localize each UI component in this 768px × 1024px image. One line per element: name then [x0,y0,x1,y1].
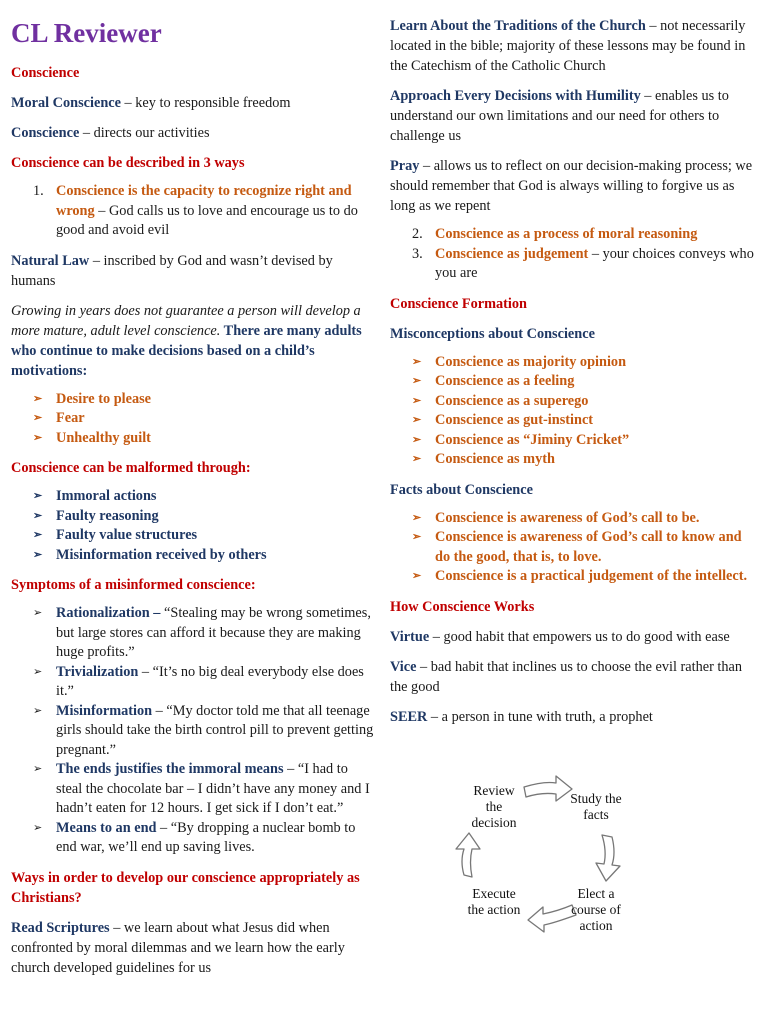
bold-text: There are many adults who continue to make decisions based on a child’s motivations: [11,322,362,379]
list-item [390,245,758,284]
arrow-bullet-icon: ➢ [33,704,43,717]
page-title: CL Reviewer [11,18,162,48]
facts-list [390,509,758,587]
arrow-bullet-icon: ➢ [33,821,43,834]
list-item: ➢ Unhealthy guilt [11,429,375,449]
list-item [11,182,375,241]
cycle-step-study: Study the facts [570,791,622,822]
arrow-bullet-icon: ➢ [412,433,422,446]
moral-conscience-entry [11,93,375,113]
traditions-entry [390,16,758,76]
definition: – inscribed by God and wasn’t devised by humans [11,252,333,289]
list-item [390,225,758,245]
ways-heading: Ways in order to develop our conscience appropriately as Christians? [11,869,360,906]
arrow-bullet-icon: ➢ [33,431,43,444]
works-heading: How Conscience Works [390,598,535,615]
misconceptions-heading: Misconceptions about Conscience [390,325,595,342]
definition: – enables us to understand our own limitations and our need for others to challenge us [390,88,729,144]
arrow-up-icon [456,833,480,877]
arrow-bullet-icon: ➢ [33,763,43,775]
malformed-list [11,487,375,565]
arrow-bullet-icon: ➢ [412,394,422,407]
list-item: ➢ Conscience is a practical judgement of the intellect. [390,567,758,587]
conscience-entry [11,123,375,143]
term: Conscience as judgement [435,245,589,262]
cycle-step-review: Review the decision [471,783,517,830]
term: Virtue [390,628,430,645]
term: SEER [390,708,428,725]
malformed-heading: Conscience can be malformed through: [11,460,251,476]
described-heading: Conscience can be described in 3 ways [11,155,245,171]
definition: – not necessarily located in the bible; majority of these lessons may be found in the Catechism of the Catholic Church [390,18,746,74]
arrow-bullet-icon: ➢ [33,665,43,678]
described-list-continued [390,225,758,284]
list-item: ➢ Conscience as gut-instinct [390,411,758,431]
facts-heading: Facts about Conscience [390,481,533,498]
arrow-bullet-icon: ➢ [33,607,43,619]
pray-entry [390,156,758,216]
list-item: ➢ Conscience as a feeling [390,372,758,392]
list-item: ➢ Faulty reasoning [11,507,375,527]
term: Natural Law [11,252,90,269]
motivations-list [11,390,375,449]
term: Approach Every Decisions with Humility [390,88,641,104]
definition: – allows us to reflect on our decision-making process; we should remember that God is always willing to forgive us as long as we repent [390,158,753,214]
list-item: ➢ Conscience is awareness of God’s call to be. [390,509,758,529]
definition: – directs our activities [79,125,210,141]
vice-entry [390,657,758,697]
list-number: 2. [412,226,423,242]
definition: – we learn about what Jesus did when confronted by moral dilemmas and we learn how the early church developed guidelines for us [11,919,345,976]
list-item: ➢ Conscience as myth [390,450,758,470]
list-item: ➢ Conscience as “Jiminy Cricket” [390,431,758,451]
list-item: ➢ Trivialization – “It’s no big deal everybody else does it.” [33,663,364,699]
list-item: ➢ Conscience as majority opinion [390,353,758,373]
seer-entry [390,707,758,727]
term: Conscience as a process of moral reasoning [435,226,698,242]
list-item: ➢ Rationalization – “Stealing may be wrong sometimes, but large stores can afford it because they are making huge profits.” [33,605,371,660]
term: Read Scriptures [11,919,110,936]
arrow-down-icon [596,835,620,881]
list-item: ➢ Desire to please [11,390,375,410]
arrow-bullet-icon: ➢ [412,453,422,465]
definition: – God calls us to love and encourage us to do good and avoid evil [56,202,358,238]
growing-paragraph [11,301,375,381]
list-item: ➢ Misinformation – “My doctor told me that all teenage girls should take the birth control pill to prevent getting pregnant.” [33,702,374,758]
list-number: 3. [412,245,423,262]
humility-entry [390,86,758,146]
definition: – a person in tune with truth, a prophet [427,708,653,725]
described-list [11,182,375,241]
arrow-bullet-icon: ➢ [412,355,422,368]
arrow-bullet-icon: ➢ [33,490,43,502]
definition: – your choices conveys who you are [435,245,754,281]
list-item: ➢ Means to an end – “By dropping a nuclear bomb to end war, we’ll end up saving lives. [33,819,356,855]
definition: – bad habit that inclines us to choose the evil rather than the good [390,658,743,695]
term: Learn About the Traditions of the Church [390,18,646,34]
term: Vice [390,658,417,675]
arrow-bullet-icon: ➢ [33,392,43,405]
definition: – good habit that empowers us to do good with ease [429,628,730,645]
natural-law-entry [11,251,375,291]
misconceptions-list [390,353,758,470]
term: Moral Conscience [11,95,121,111]
list-item: ➢ Faulty value structures [11,526,375,546]
definition: – key to responsible freedom [120,95,291,111]
symptoms-list [11,604,375,858]
seer-cycle-diagram [450,765,650,945]
symptoms-heading: Symptoms of a misinformed conscience: [11,577,256,593]
list-number: 1. [33,183,44,199]
arrow-bullet-icon: ➢ [412,414,422,426]
arrow-bullet-icon: ➢ [412,570,422,582]
list-item: ➢ Conscience is awareness of God’s call to know and do the good, that is, to love. [412,529,742,565]
virtue-entry [390,627,758,647]
arrow-bullet-icon: ➢ [412,511,422,524]
cycle-step-elect: Elect a course of action [571,886,621,933]
italic-text: Growing in years does not guarantee a person will develop a more mature, adult level conscience. [11,302,361,339]
list-item: ➢ Fear [11,409,375,429]
term: Pray [390,158,420,174]
arrow-bullet-icon: ➢ [33,412,43,424]
cycle-step-execute: Execute the action [467,886,521,917]
arrow-right-icon [524,776,572,801]
list-item: ➢ Immoral actions [11,487,375,507]
arrow-bullet-icon: ➢ [412,531,422,543]
term: Conscience [11,125,80,141]
list-item: ➢ The ends justifies the immoral means – “I had to steal the chocolate bar – I didn’t have any money and I hadn’t eaten for 12 hours. I get sick if I don’t eat.” [33,761,370,816]
conscience-heading: Conscience [11,65,80,81]
term: Conscience is the capacity to recognize right and wrong [56,183,352,219]
arrow-bullet-icon: ➢ [33,548,43,561]
left-column [11,0,375,978]
arrow-bullet-icon: ➢ [33,509,43,522]
right-column [390,16,758,727]
arrow-bullet-icon: ➢ [33,529,43,541]
read-scriptures-entry [11,918,375,978]
list-item: ➢ Conscience as a superego [390,392,758,412]
list-item: ➢ Misinformation received by others [11,546,375,566]
arrow-bullet-icon: ➢ [412,375,422,387]
formation-heading: Conscience Formation [390,295,527,312]
